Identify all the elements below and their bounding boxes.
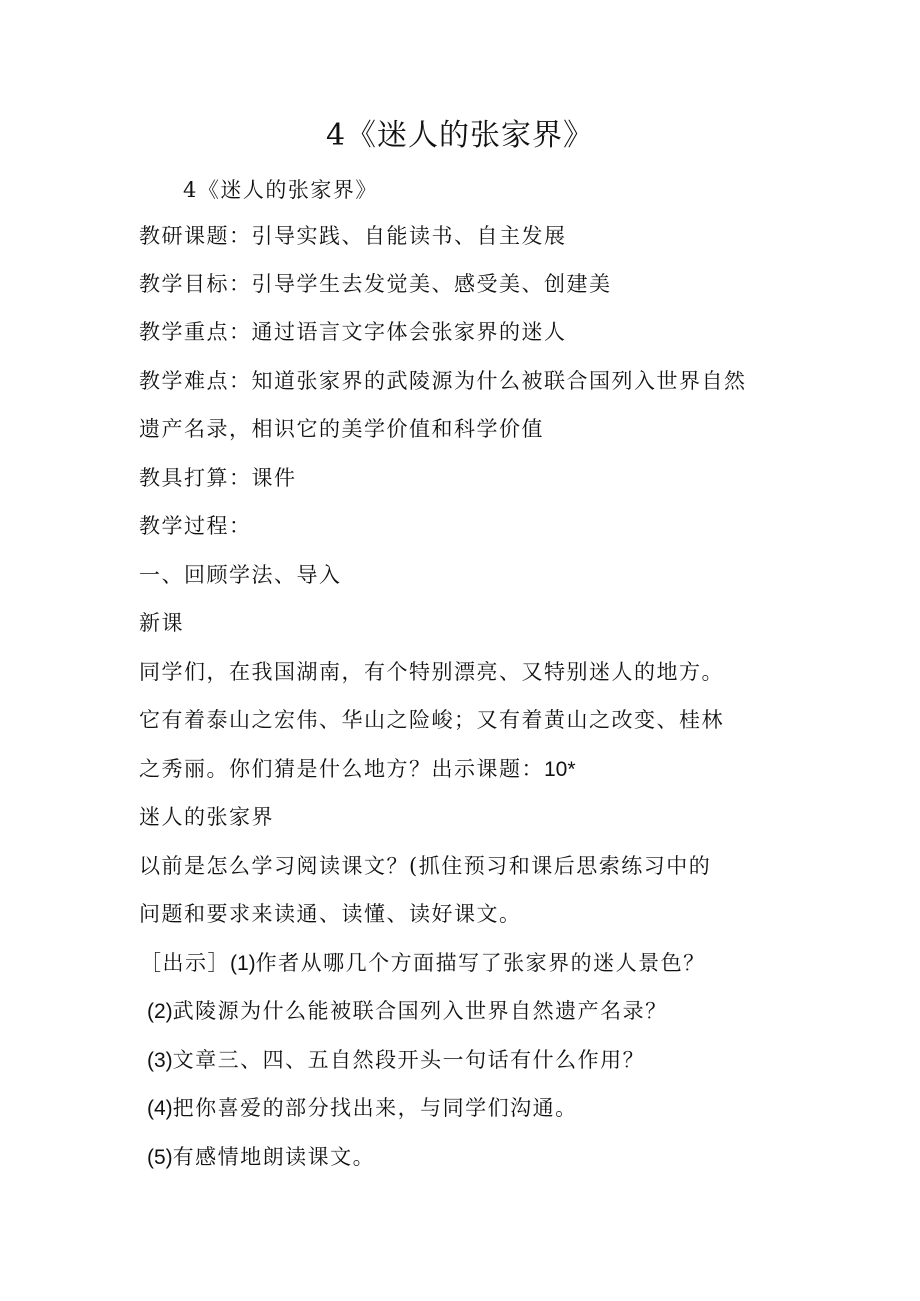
question-text: 文章三、四、五自然段开头一句话有什么作用？ [172,1048,646,1072]
question-item-5 [147,1141,375,1174]
teaching-focus-line: 教学重点：通过语言文字体会张家界的迷人 [139,320,567,344]
teaching-difficulty-line: 教学难点：知道张家界的武陵源为什么被联合国列入世界自然 [139,369,747,393]
question-number: (1) [230,952,256,975]
lesson-subtitle: 4《迷人的张家界》 [183,178,378,202]
intro-paragraph-line-1: 同学们，在我国湖南，有个特别漂亮、又特别迷人的地方。 [139,660,724,684]
question-item-2 [147,995,668,1028]
intro-text: 之秀丽。你们猜是什么地方？出示课题： [139,757,544,781]
section-one-heading: 一、回顾学法、导入 [139,563,342,587]
question-text: 作者从哪几个方面描写了张家界的迷人景色？ [255,951,706,975]
course-title-line: 迷人的张家界 [139,805,274,829]
document-title: 4《迷人的张家界》 [325,118,595,153]
course-number: 10* [544,758,576,781]
show-label: ［出示］ [140,951,230,975]
question-number: (2) [147,1000,173,1023]
intro-paragraph-line-2: 它有着泰山之宏伟、华山之险峻；又有着黄山之改变、桂林 [139,708,724,732]
question-text: 武陵源为什么能被联合国列入世界自然遗产名录？ [172,999,668,1023]
question-text: 有感情地朗读课文。 [172,1145,376,1169]
teaching-process-heading: 教学过程： [139,514,252,538]
study-method-line-1: 以前是怎么学习阅读课文？(抓住预习和课后思索练习中的 [139,854,712,878]
teaching-goal-line: 教学目标：引导学生去发觉美、感受美、创建美 [139,272,612,296]
question-text: 把你喜爱的部分找出来，与同学们沟通。 [172,1096,578,1120]
intro-paragraph-line-3 [139,753,576,786]
question-number: (5) [147,1146,173,1169]
question-item-3 [147,1044,645,1077]
teaching-difficulty-line-continued: 遗产名录，相识它的美学价值和科学价值 [139,417,544,441]
question-number: (3) [147,1049,173,1072]
section-one-heading-continued: 新课 [139,611,184,635]
question-item-4 [147,1092,578,1125]
study-method-line-2: 问题和要求来读通、读懂、读好课文。 [139,902,522,926]
teaching-tools-line: 教具打算：课件 [139,466,297,490]
research-topic-line: 教研课题：引导实践、自能读书、自主发展 [139,224,567,248]
question-item-1 [140,947,706,980]
question-number: (4) [147,1097,173,1120]
